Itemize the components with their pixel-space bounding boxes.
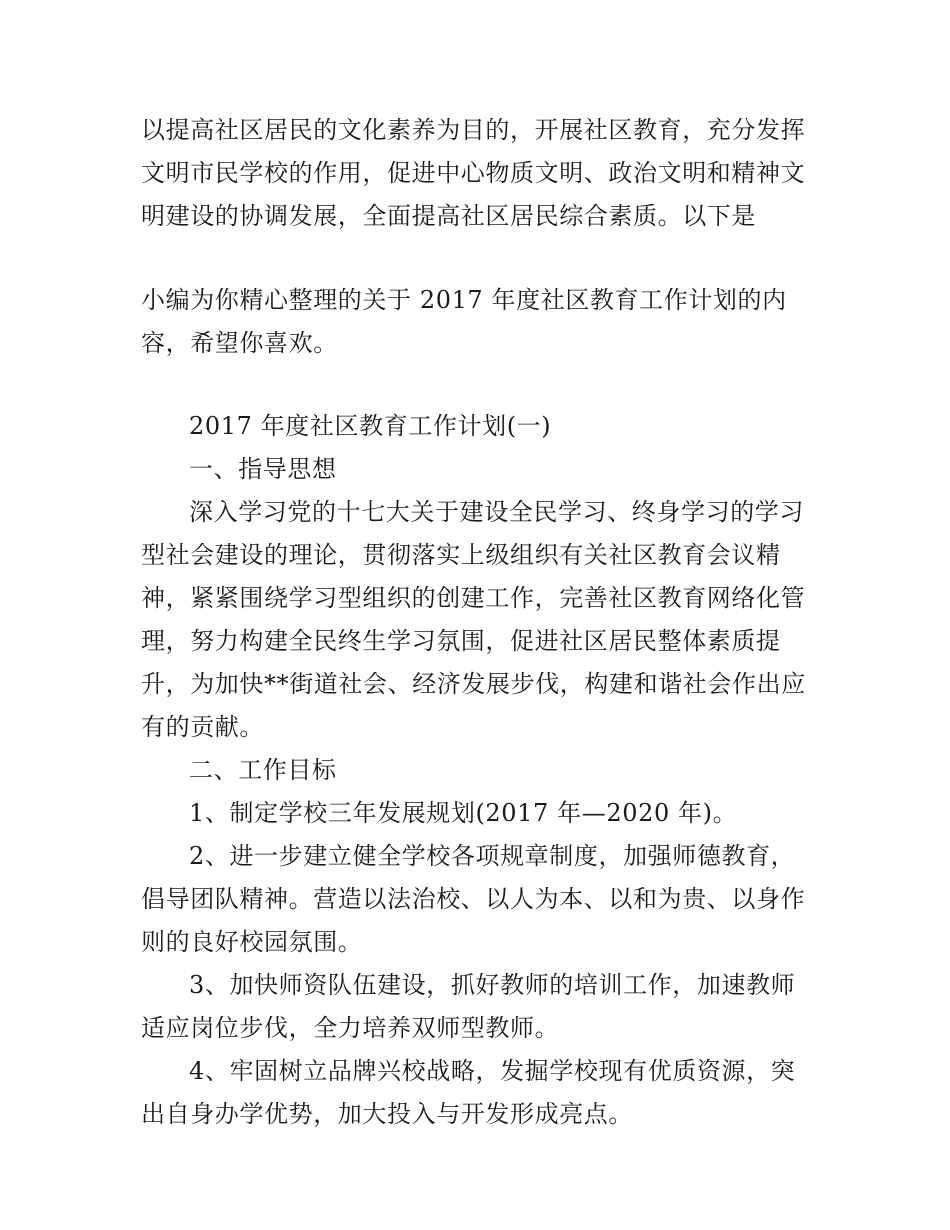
goal-item-line: 2、进一步建立健全学校各项规章制度，加强师德教育， <box>189 842 796 870</box>
intro-line: 明建设的协调发展，全面提高社区居民综合素质。以下是 <box>141 202 756 230</box>
goal-item-line: 3、加快师资队伍建设，抓好教师的培训工作，加速教师 <box>189 971 796 999</box>
guiding-paragraph-line: 神，紧紧围绕学习型组织的创建工作，完善社区教育网络化管 <box>141 584 806 612</box>
heading-guiding-thought: 一、指导思想 <box>189 455 337 483</box>
intro-line: 容，希望你喜欢。 <box>141 329 338 357</box>
goal-item-line: 4、牢固树立品牌兴校战略，发掘学校现有优质资源，突 <box>189 1057 796 1085</box>
section-title: 2017 年度社区教育工作计划(一) <box>189 412 552 440</box>
guiding-paragraph-line: 理，努力构建全民终生学习氛围，促进社区居民整体素质提 <box>141 627 781 655</box>
goal-item-line: 倡导团队精神。营造以法治校、以人为本、以和为贵、以身作 <box>141 885 806 913</box>
goal-item-line: 出自身办学优势，加大投入与开发形成亮点。 <box>141 1100 633 1128</box>
intro-line: 以提高社区居民的文化素养为目的，开展社区教育，充分发挥 <box>141 116 806 144</box>
guiding-paragraph-line: 有的贡献。 <box>141 713 264 741</box>
guiding-paragraph-line: 深入学习党的十七大关于建设全民学习、终身学习的学习 <box>189 498 804 526</box>
goal-item-line: 适应岗位步伐，全力培养双师型教师。 <box>141 1014 560 1042</box>
intro-line: 文明市民学校的作用，促进中心物质文明、政治文明和精神文 <box>141 159 806 187</box>
heading-work-goals: 二、工作目标 <box>189 756 337 784</box>
guiding-paragraph-line: 升，为加快**街道社会、经济发展步伐，构建和谐社会作出应 <box>141 670 806 698</box>
intro-line: 小编为你精心整理的关于 2017 年度社区教育工作计划的内 <box>141 286 787 314</box>
guiding-paragraph-line: 型社会建设的理论，贯彻落实上级组织有关社区教育会议精 <box>141 541 781 569</box>
goal-item-line: 则的良好校园氛围。 <box>141 928 363 956</box>
goal-item-line: 1、制定学校三年发展规划(2017 年—2020 年)。 <box>189 799 738 827</box>
